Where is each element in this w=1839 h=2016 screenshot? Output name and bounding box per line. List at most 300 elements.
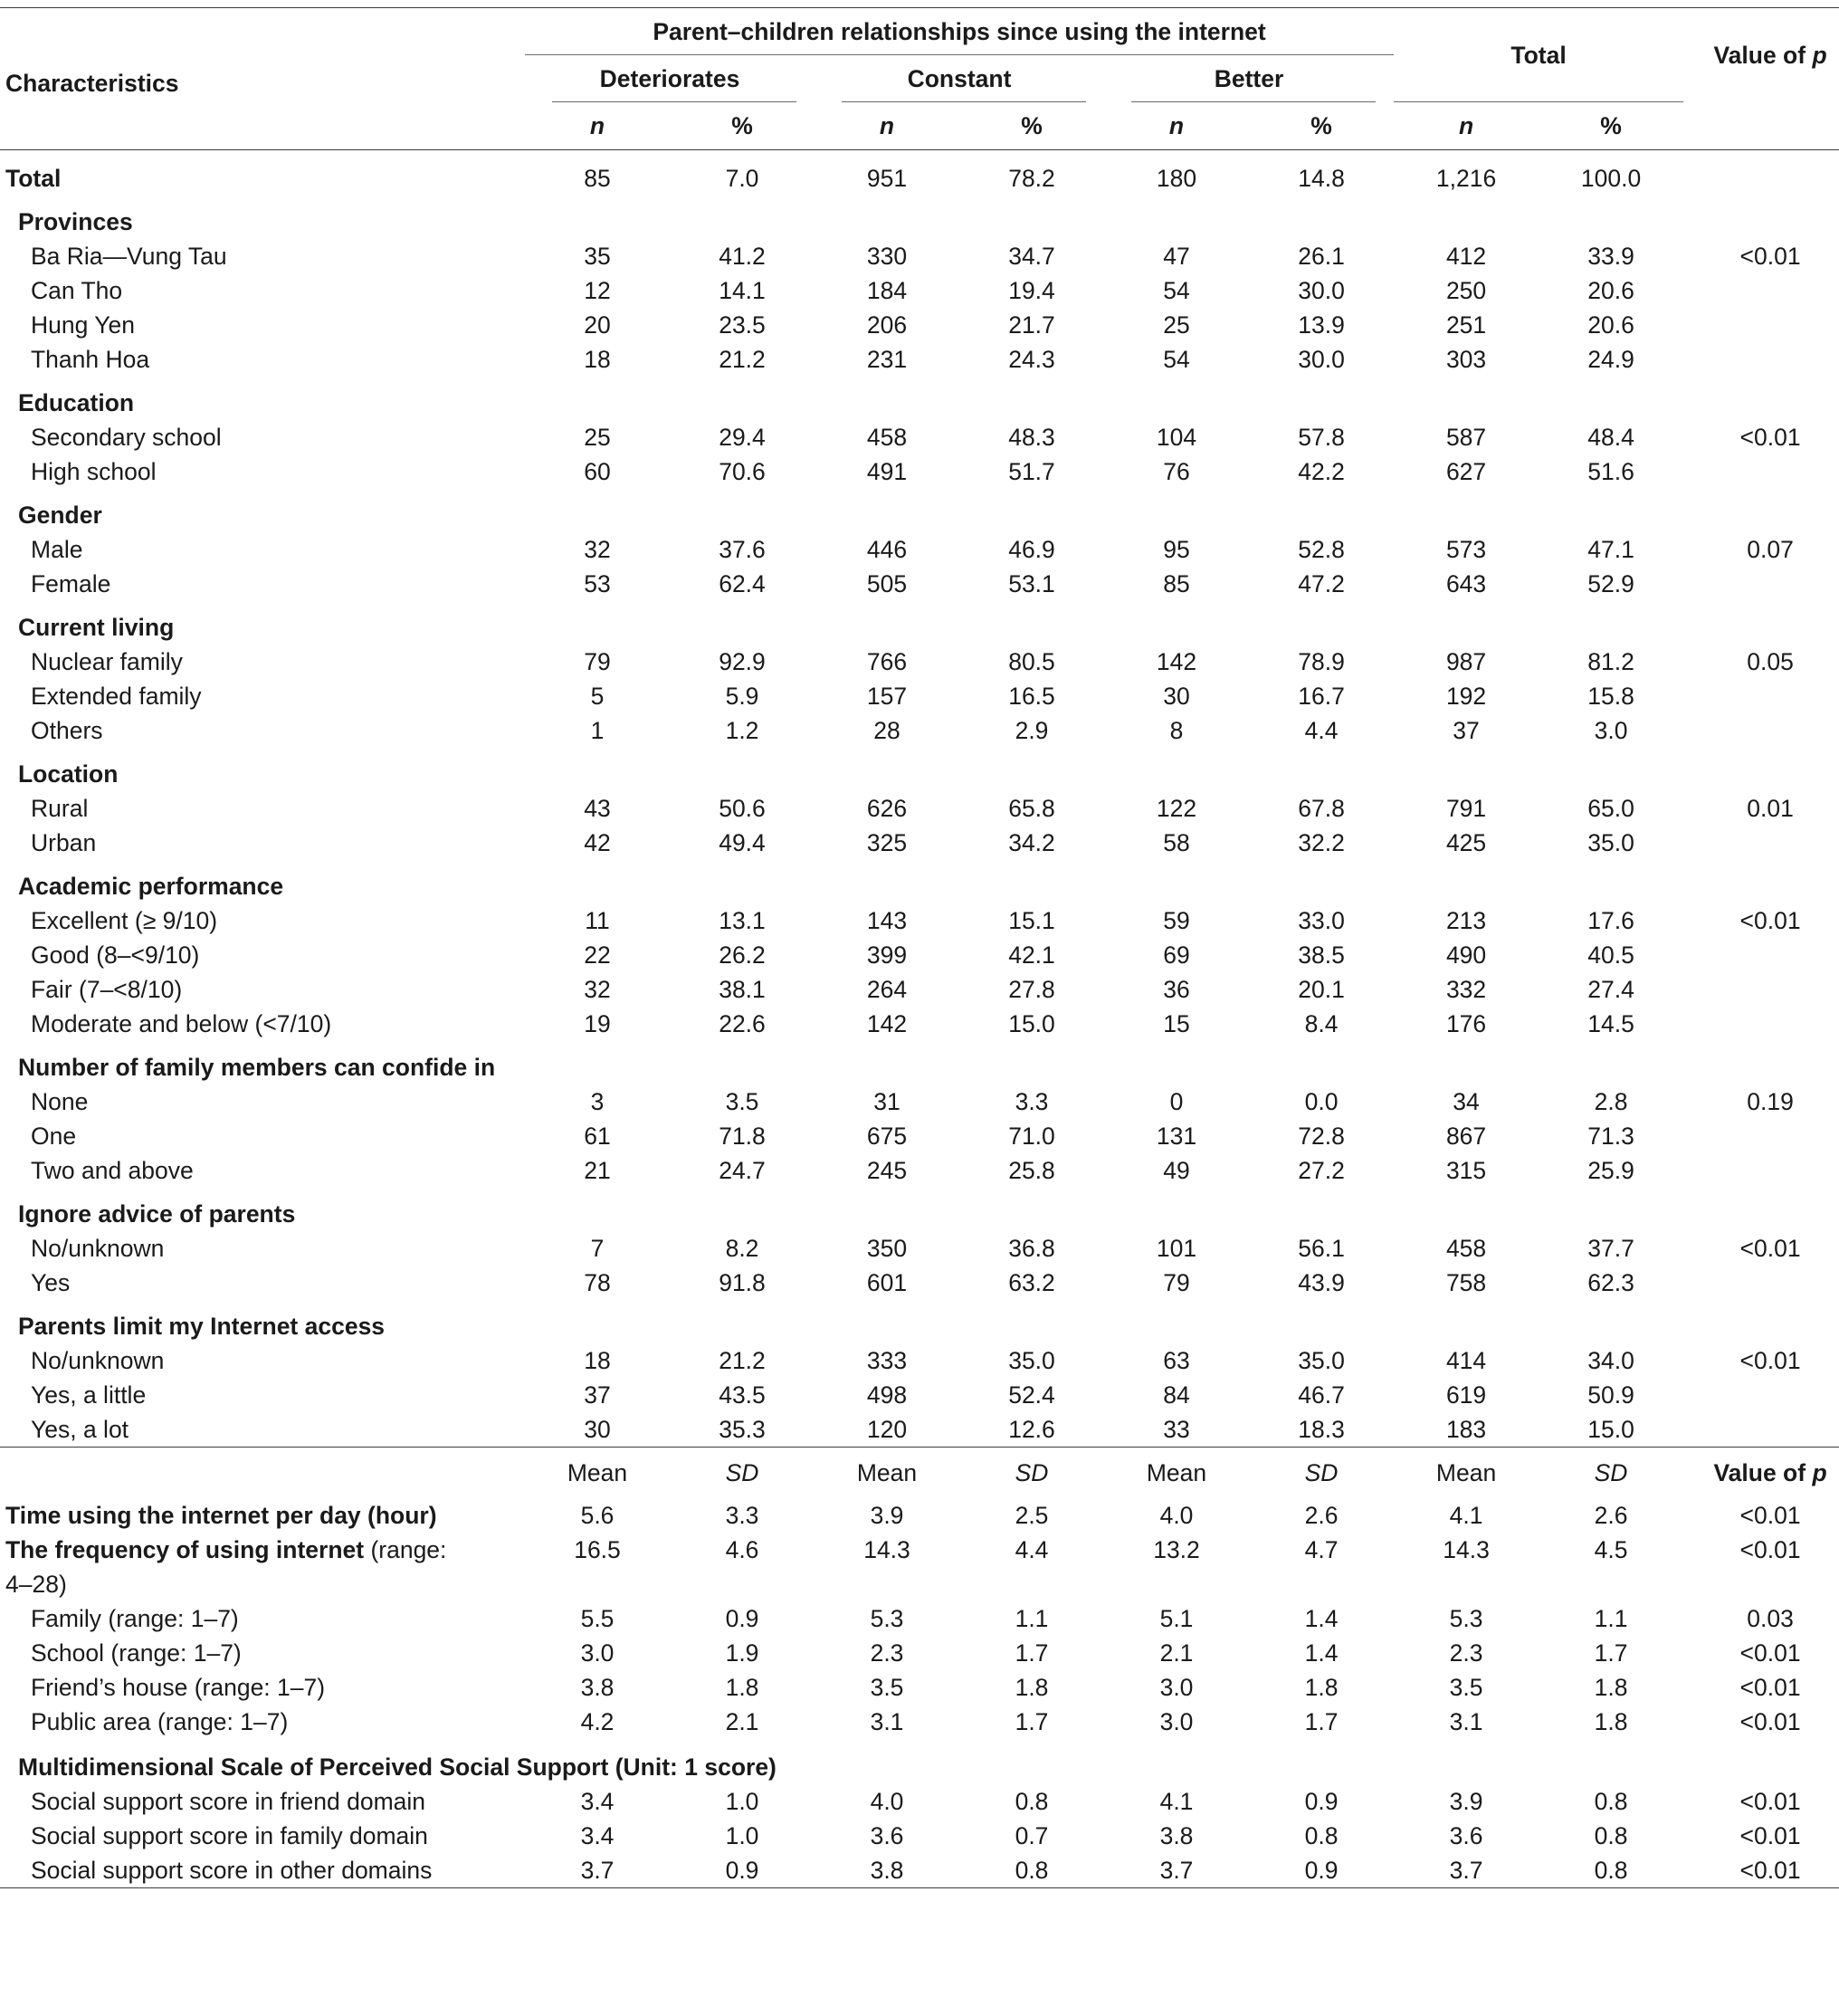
section-header xyxy=(0,205,1839,239)
value-cell: 59 xyxy=(1163,907,1190,934)
table-row xyxy=(0,1784,1839,1819)
row-label: Urban xyxy=(31,829,97,856)
value-cell: 1.8 xyxy=(725,1673,759,1701)
value-cell: 19.4 xyxy=(1008,277,1055,304)
value-cell: 213 xyxy=(1445,907,1487,934)
value-cell: 14.8 xyxy=(1298,165,1345,192)
value-cell: 414 xyxy=(1445,1347,1487,1374)
value-cell: 34 xyxy=(1453,1088,1480,1115)
value-cell: 1 xyxy=(590,717,605,744)
table-row xyxy=(0,308,1839,342)
value-cell: 643 xyxy=(1445,570,1487,597)
value-cell: 33 xyxy=(1104,1412,1249,1448)
value-cell: 34.0 xyxy=(1587,1347,1634,1374)
value-cell: 62.3 xyxy=(1587,1269,1634,1296)
value-cell: 70.6 xyxy=(719,458,766,485)
value-cell: 192 xyxy=(1445,683,1487,710)
value-cell: 15.0 xyxy=(1539,1412,1683,1448)
value-cell: 78.9 xyxy=(1298,648,1345,675)
value-cell: 4.7 xyxy=(1304,1535,1339,1563)
mean-sd-header-row xyxy=(0,1448,1839,1498)
value-cell: 251 xyxy=(1445,311,1487,339)
value-cell: 95 xyxy=(1163,536,1190,563)
value-cell: 101 xyxy=(1156,1235,1197,1262)
value-cell: 38.1 xyxy=(719,976,766,1003)
value-cell: 21.2 xyxy=(719,346,766,373)
value-cell: 47 xyxy=(1163,243,1190,270)
row-label: None xyxy=(31,1088,89,1115)
value-cell: 51.6 xyxy=(1587,458,1634,485)
table-row xyxy=(0,1412,1839,1448)
value-cell: 25.9 xyxy=(1587,1157,1634,1184)
sd-header: SD xyxy=(1304,1458,1339,1486)
table-row xyxy=(0,1007,1839,1041)
value-cell: 490 xyxy=(1445,941,1487,969)
value-cell: 53.1 xyxy=(1008,570,1055,597)
value-cell: 157 xyxy=(866,683,908,710)
value-cell: 35.3 xyxy=(670,1412,815,1448)
section-header xyxy=(0,1197,1839,1231)
empty-cell xyxy=(0,1448,525,1498)
value-cell: 8.4 xyxy=(1304,1010,1339,1037)
value-cell: 5 xyxy=(590,683,605,710)
value-of-p-header: Value of p xyxy=(1683,8,1839,103)
value-cell: 2.3 xyxy=(870,1639,904,1667)
pct-header: % xyxy=(670,102,815,150)
section-title: Academic performance xyxy=(18,873,284,900)
row-label: School (range: 1–7) xyxy=(31,1639,242,1667)
value-cell: 2.9 xyxy=(1015,717,1049,744)
value-cell: 3.0 xyxy=(1594,717,1628,744)
value-cell: 3.3 xyxy=(1015,1088,1049,1115)
row-label: Social support score in other domains xyxy=(0,1853,525,1888)
frequency-row xyxy=(0,1533,1839,1601)
value-cell: 264 xyxy=(866,976,908,1003)
value-cell: 24.7 xyxy=(719,1157,766,1184)
section-header xyxy=(0,869,1839,903)
table-row xyxy=(0,1084,1839,1119)
value-cell: 1.8 xyxy=(1594,1673,1628,1701)
value-cell: 25 xyxy=(584,424,611,451)
value-cell: 184 xyxy=(866,277,908,304)
value-cell: 601 xyxy=(866,1269,908,1296)
row-label: Moderate and below (<7/10) xyxy=(31,1010,332,1037)
value-cell: 85 xyxy=(584,165,611,192)
value-cell: 43.5 xyxy=(719,1381,766,1409)
table-row xyxy=(0,938,1839,972)
sd-header: SD xyxy=(725,1458,759,1486)
table-row xyxy=(0,713,1839,748)
value-cell: 69 xyxy=(1163,941,1190,969)
p-value-cell: 0.05 xyxy=(1747,648,1794,675)
value-cell: 766 xyxy=(866,648,908,675)
value-cell: 4.1 xyxy=(1449,1501,1483,1529)
value-cell: 79 xyxy=(1163,1269,1190,1296)
value-cell: 37.6 xyxy=(719,536,766,563)
row-label: One xyxy=(31,1123,77,1150)
value-cell: 4.5 xyxy=(1594,1535,1628,1563)
value-cell: 0.8 xyxy=(1304,1821,1339,1849)
value-cell: 54 xyxy=(1163,346,1190,373)
value-cell: 1.8 xyxy=(1594,1707,1628,1735)
value-cell: 758 xyxy=(1445,1269,1487,1296)
row-label: Yes xyxy=(31,1269,71,1296)
value-cell: 1.8 xyxy=(1304,1673,1339,1701)
value-cell: 325 xyxy=(866,829,908,856)
value-cell: 92.9 xyxy=(719,648,766,675)
value-cell: 206 xyxy=(866,311,908,339)
value-cell: 36.8 xyxy=(1008,1235,1055,1262)
value-cell: 35.0 xyxy=(1587,829,1634,856)
p-value-cell: 0.07 xyxy=(1747,536,1794,563)
value-cell: 46.7 xyxy=(1298,1381,1345,1409)
value-cell: 16.5 xyxy=(574,1535,621,1563)
value-cell: 42.1 xyxy=(1008,941,1055,969)
value-cell: 16.5 xyxy=(1008,683,1055,710)
section-header xyxy=(0,1750,1839,1784)
row-label: The frequency of using internet (range: 4–28) xyxy=(5,1535,447,1598)
row-label: Total xyxy=(5,165,62,192)
table-row xyxy=(0,1153,1839,1188)
p-value-cell: 0.01 xyxy=(1747,795,1794,822)
value-cell: 17.6 xyxy=(1587,907,1634,934)
section-header xyxy=(0,386,1839,420)
table-row xyxy=(0,826,1839,860)
table-row xyxy=(0,1119,1839,1153)
value-cell: 21 xyxy=(584,1157,611,1184)
value-cell: 303 xyxy=(1445,346,1487,373)
value-cell: 1.1 xyxy=(1594,1604,1628,1632)
value-cell: 627 xyxy=(1445,458,1487,485)
value-cell: 3.7 xyxy=(525,1853,670,1888)
value-cell: 951 xyxy=(866,165,908,192)
value-cell: 987 xyxy=(1445,648,1487,675)
value-cell: 1.7 xyxy=(1015,1707,1049,1735)
value-cell: 4.6 xyxy=(725,1535,759,1563)
table-row xyxy=(0,791,1839,826)
row-label: Family (range: 1–7) xyxy=(31,1604,239,1632)
value-cell: 315 xyxy=(1445,1157,1487,1184)
value-cell: 18.3 xyxy=(1249,1412,1394,1448)
value-cell: 180 xyxy=(1156,165,1197,192)
value-cell: 60 xyxy=(584,458,611,485)
value-cell: 1.9 xyxy=(725,1639,759,1667)
table-row xyxy=(0,1636,1839,1670)
row-label: Nuclear family xyxy=(31,648,183,675)
section-header xyxy=(0,757,1839,791)
value-cell: 587 xyxy=(1445,424,1487,451)
value-cell: 53 xyxy=(584,570,611,597)
value-cell: 20.6 xyxy=(1587,311,1634,339)
value-cell: 11 xyxy=(585,907,610,934)
value-cell: 1.7 xyxy=(1304,1707,1339,1735)
table-row xyxy=(0,420,1839,454)
p-value-cell xyxy=(1683,1412,1839,1448)
value-cell: 5.3 xyxy=(870,1604,904,1632)
n-header: n xyxy=(525,102,670,150)
value-cell: 78 xyxy=(584,1269,611,1296)
value-cell: 35.0 xyxy=(1298,1347,1345,1374)
value-cell: 25 xyxy=(1163,311,1190,339)
value-cell: 1.8 xyxy=(1015,1673,1049,1701)
row-label: Rural xyxy=(31,795,89,822)
p-value-cell: <0.01 xyxy=(1739,1787,1801,1815)
table-row xyxy=(0,1231,1839,1266)
value-cell: 58 xyxy=(1163,829,1190,856)
value-cell: 32 xyxy=(584,536,611,563)
section-header xyxy=(0,610,1839,645)
value-cell: 0.8 xyxy=(1015,1787,1049,1815)
p-value-cell xyxy=(1683,161,1839,196)
mean-header: Mean xyxy=(1146,1458,1207,1486)
characteristics-table xyxy=(0,7,1839,1888)
value-cell: 0.7 xyxy=(1015,1821,1049,1849)
value-cell: 65.8 xyxy=(1008,795,1055,822)
value-cell: 2.6 xyxy=(1304,1501,1339,1529)
value-cell: 32.2 xyxy=(1298,829,1345,856)
value-cell: 0.8 xyxy=(1594,1787,1628,1815)
value-cell: 4.0 xyxy=(870,1787,904,1815)
value-cell: 27.4 xyxy=(1587,976,1634,1003)
value-cell: 22.6 xyxy=(719,1010,766,1037)
value-cell: 26.1 xyxy=(1298,243,1345,270)
value-cell: 0.9 xyxy=(670,1853,815,1888)
table-row xyxy=(0,567,1839,601)
p-value-cell: <0.01 xyxy=(1683,1853,1839,1888)
p-value-cell: <0.01 xyxy=(1739,1501,1801,1529)
value-cell: 52.8 xyxy=(1298,536,1345,563)
value-cell: 491 xyxy=(866,458,908,485)
value-cell: 412 xyxy=(1445,243,1487,270)
p-value-cell xyxy=(1683,1378,1839,1412)
value-cell: 675 xyxy=(866,1123,908,1150)
table-row xyxy=(0,1705,1839,1739)
value-cell: 30 xyxy=(525,1412,670,1448)
table-row xyxy=(0,454,1839,489)
value-cell: 0.9 xyxy=(1304,1787,1339,1815)
sd-header: SD xyxy=(1594,1458,1628,1486)
value-cell: 37 xyxy=(1453,717,1480,744)
value-cell: 3.9 xyxy=(870,1501,904,1529)
value-cell: 330 xyxy=(866,243,908,270)
value-cell: 350 xyxy=(866,1235,908,1262)
section-title: Provinces xyxy=(18,208,133,235)
value-cell: 81.2 xyxy=(1587,648,1634,675)
value-cell: 1,216 xyxy=(1435,165,1497,192)
value-cell: 0.0 xyxy=(1304,1088,1339,1115)
value-cell: 104 xyxy=(1156,424,1197,451)
table-row xyxy=(0,903,1839,938)
mean-header: Mean xyxy=(856,1458,918,1486)
value-cell: 20.6 xyxy=(1587,277,1634,304)
value-cell: 3.3 xyxy=(725,1501,759,1529)
value-cell: 40.5 xyxy=(1587,941,1634,969)
value-cell: 61 xyxy=(584,1123,611,1150)
value-cell: 27.8 xyxy=(1008,976,1055,1003)
value-cell: 42 xyxy=(584,829,611,856)
value-cell: 2.6 xyxy=(1594,1501,1628,1529)
value-cell: 8 xyxy=(1169,717,1184,744)
value-cell: 122 xyxy=(1156,795,1197,822)
value-cell: 2.5 xyxy=(1015,1501,1049,1529)
value-cell: 56.1 xyxy=(1298,1235,1345,1262)
value-cell: 26.2 xyxy=(719,941,766,969)
value-cell: 34.7 xyxy=(1008,243,1055,270)
value-cell: 16.7 xyxy=(1298,683,1345,710)
row-label: Friend’s house (range: 1–7) xyxy=(31,1673,326,1701)
deteriorates-header: Deteriorates xyxy=(525,55,815,102)
row-label: Secondary school xyxy=(31,424,222,451)
row-label: High school xyxy=(31,458,157,485)
value-cell: 30 xyxy=(1163,683,1190,710)
value-cell: 573 xyxy=(1445,536,1487,563)
value-cell: 0.8 xyxy=(959,1853,1104,1888)
value-cell: 3.8 xyxy=(1159,1821,1194,1849)
value-cell: 62.4 xyxy=(719,570,766,597)
value-cell: 120 xyxy=(815,1412,959,1448)
value-cell: 12.6 xyxy=(959,1412,1104,1448)
p-value-cell: <0.01 xyxy=(1739,1347,1801,1374)
p-value-cell: <0.01 xyxy=(1739,424,1801,451)
value-cell: 71.3 xyxy=(1587,1123,1634,1150)
value-cell: 71.0 xyxy=(1008,1123,1055,1150)
value-cell: 30.0 xyxy=(1298,277,1345,304)
p-value-cell: <0.01 xyxy=(1739,1673,1801,1701)
value-cell: 250 xyxy=(1445,277,1487,304)
section-title: Ignore advice of parents xyxy=(18,1200,296,1228)
row-label: Ba Ria—Vung Tau xyxy=(31,243,227,270)
value-cell: 332 xyxy=(1445,976,1487,1003)
p-value-cell xyxy=(1683,972,1839,1007)
value-cell: 57.8 xyxy=(1298,424,1345,451)
value-cell: 3.7 xyxy=(1394,1853,1539,1888)
row-label: Social support score in friend domain xyxy=(31,1787,426,1815)
value-cell: 3.8 xyxy=(815,1853,959,1888)
table-row xyxy=(0,342,1839,377)
value-cell: 37.7 xyxy=(1587,1235,1634,1262)
value-cell: 505 xyxy=(866,570,908,597)
value-cell: 33.9 xyxy=(1587,243,1634,270)
value-cell: 63 xyxy=(1163,1347,1190,1374)
value-cell: 0.9 xyxy=(725,1604,759,1632)
value-cell: 333 xyxy=(866,1347,908,1374)
p-value-cell: <0.01 xyxy=(1739,1821,1801,1849)
value-cell: 14.3 xyxy=(863,1535,910,1563)
value-cell: 446 xyxy=(866,536,908,563)
value-cell: 14.3 xyxy=(1443,1535,1490,1563)
value-cell: 2.3 xyxy=(1449,1639,1483,1667)
value-cell: 4.0 xyxy=(1159,1501,1194,1529)
mean-header: Mean xyxy=(1435,1458,1497,1486)
value-cell: 43 xyxy=(584,795,611,822)
better-header: Better xyxy=(1104,55,1394,102)
value-cell: 35.0 xyxy=(1008,1347,1055,1374)
p-value-cell: <0.01 xyxy=(1739,1535,1801,1563)
row-label: Female xyxy=(31,570,111,597)
row-label: Yes, a little xyxy=(31,1381,147,1409)
row-label: Excellent (≥ 9/10) xyxy=(31,907,218,934)
pct-header: % xyxy=(1249,102,1394,150)
value-cell: 37 xyxy=(584,1381,611,1409)
value-cell: 425 xyxy=(1445,829,1487,856)
value-cell: 46.9 xyxy=(1008,536,1055,563)
value-of-p-header: Value of p xyxy=(1713,1458,1827,1486)
value-cell: 19 xyxy=(584,1010,611,1037)
value-cell: 52.9 xyxy=(1587,570,1634,597)
p-value-cell: <0.01 xyxy=(1739,1235,1801,1262)
value-cell: 28 xyxy=(873,717,900,744)
value-cell: 47.1 xyxy=(1587,536,1634,563)
value-cell: 5.5 xyxy=(580,1604,615,1632)
p-value-cell xyxy=(1683,713,1839,748)
value-cell: 3.4 xyxy=(580,1821,615,1849)
value-cell: 458 xyxy=(866,424,908,451)
value-cell: 1.1 xyxy=(1015,1604,1049,1632)
value-cell: 24.3 xyxy=(1008,346,1055,373)
value-cell: 2.1 xyxy=(1159,1639,1194,1667)
value-cell: 3.5 xyxy=(870,1673,904,1701)
value-cell: 72.8 xyxy=(1298,1123,1345,1150)
row-label: Thanh Hoa xyxy=(31,346,150,373)
value-cell: 71.8 xyxy=(719,1123,766,1150)
p-value-cell: <0.01 xyxy=(1739,907,1801,934)
p-value-cell xyxy=(1683,454,1839,489)
value-cell: 3.4 xyxy=(580,1787,615,1815)
p-value-cell xyxy=(1683,342,1839,377)
value-cell: 0.9 xyxy=(1249,1853,1394,1888)
section-header xyxy=(0,1050,1839,1084)
row-label: Fair (7–<8/10) xyxy=(31,976,183,1003)
value-cell: 1.4 xyxy=(1304,1639,1339,1667)
value-cell: 626 xyxy=(866,795,908,822)
value-cell: 3.8 xyxy=(580,1673,615,1701)
value-cell: 12 xyxy=(584,277,611,304)
row-label: No/unknown xyxy=(31,1347,165,1374)
value-cell: 36 xyxy=(1163,976,1190,1003)
p-value-cell xyxy=(1683,938,1839,972)
characteristics-header: Characteristics xyxy=(0,8,525,103)
row-label: Others xyxy=(31,717,103,744)
value-cell: 3.7 xyxy=(1104,1853,1249,1888)
value-cell: 5.9 xyxy=(725,683,759,710)
pct-header: % xyxy=(1539,102,1683,150)
value-cell: 399 xyxy=(866,941,908,969)
time-using-row xyxy=(0,1498,1839,1533)
value-cell: 15 xyxy=(1163,1010,1190,1037)
p-value-cell xyxy=(1683,308,1839,342)
value-cell: 30.0 xyxy=(1298,346,1345,373)
p-value-cell xyxy=(1683,1266,1839,1300)
value-cell: 84 xyxy=(1163,1381,1190,1409)
value-cell: 32 xyxy=(584,976,611,1003)
value-cell: 85 xyxy=(1163,570,1190,597)
value-cell: 25.8 xyxy=(1008,1157,1055,1184)
value-cell: 63.2 xyxy=(1008,1269,1055,1296)
group-header: Parent–children relationships since using the internet xyxy=(525,8,1394,56)
section-header xyxy=(0,498,1839,532)
value-cell: 18 xyxy=(584,1347,611,1374)
value-cell: 3.6 xyxy=(870,1821,904,1849)
row-label: Extended family xyxy=(31,683,202,710)
section-title: Current living xyxy=(18,614,175,641)
value-cell: 15.0 xyxy=(1008,1010,1055,1037)
value-cell: 3.0 xyxy=(1159,1707,1194,1735)
table-row xyxy=(0,273,1839,308)
value-cell: 3.0 xyxy=(1159,1673,1194,1701)
row-label: Yes, a lot xyxy=(0,1412,525,1448)
row-label: Time using the internet per day (hour) xyxy=(5,1501,437,1529)
row-label: Hung Yen xyxy=(31,311,135,339)
